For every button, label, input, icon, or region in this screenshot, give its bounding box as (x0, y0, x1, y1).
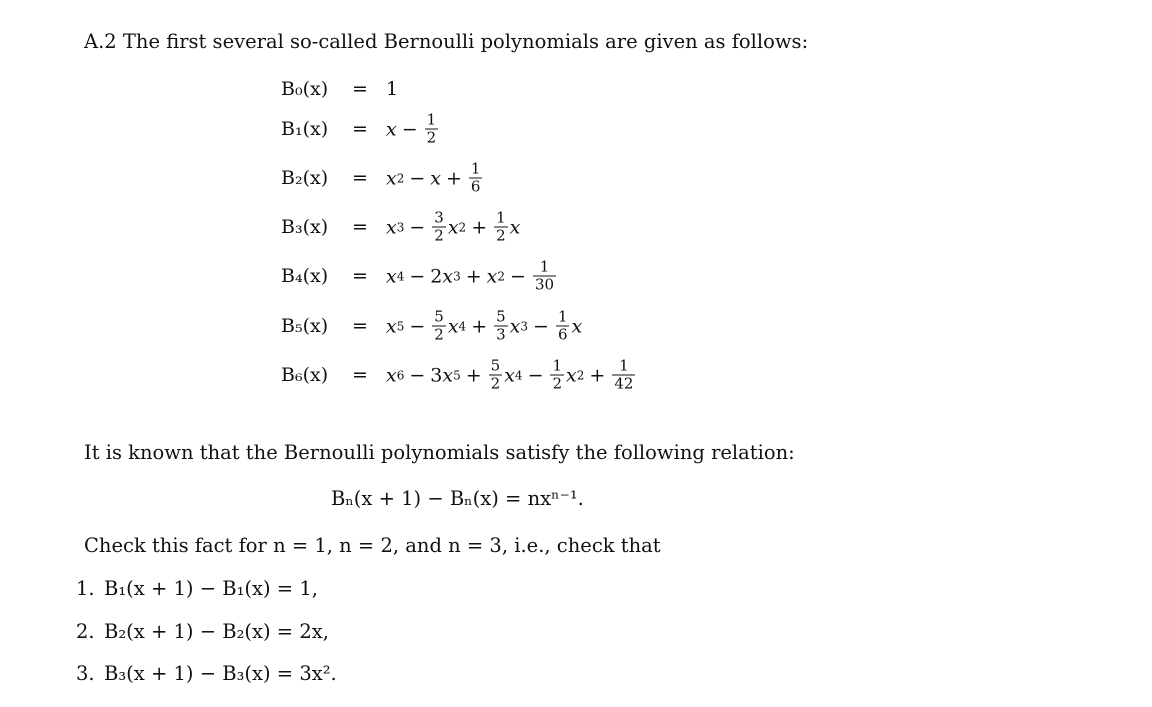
list-item-number: 3. (76, 662, 95, 685)
equation-lhs: B₂(x) (281, 167, 329, 189)
problem-heading: A.2 The first several so-called Bernoulli polynomials are given as follows: (84, 30, 809, 53)
equation-lhs: B₀(x) (281, 78, 329, 100)
equation-rhs: x 3 − $\frac{3}{2}$ x 2 + $\frac{1}{2}$ x (386, 208, 521, 245)
list-item: B₃(x + 1) − B₃(x) = 3x². (104, 662, 337, 685)
list-item-number: 1. (76, 577, 95, 600)
equation-rhs: x 6 − 3 x 5 + $\frac{5}{2}$ x 4 − $\frac{1}{2}$ x 2 + $\frac{1}{42}$ (386, 356, 634, 393)
relation-intro: It is known that the Bernoulli polynomials satisfy the following relation: (84, 441, 795, 464)
equation-rhs: x 4 − 2 x 3 + x 2 − $\frac{1}{30}$ (386, 257, 555, 294)
equals-sign: = (352, 118, 368, 140)
equation-rhs: x 5 − $\frac{5}{2}$ x 4 + $\frac{5}{3}$ x 3 − $\frac{1}{6}$ x (386, 307, 583, 344)
check-intro: Check this fact for n = 1, n = 2, and n = 3, i.e., check that (84, 534, 661, 557)
list-item: B₁(x + 1) − B₁(x) = 1, (104, 577, 318, 600)
equals-sign: = (352, 315, 368, 337)
equals-sign: = (352, 167, 368, 189)
equation-rhs: x − $\frac{1}{2}$ (386, 110, 437, 147)
equation-rhs: x 2 − x + $\frac{1}{6}$ (386, 159, 481, 196)
equals-sign: = (352, 78, 368, 100)
equation-lhs: B₅(x) (281, 315, 329, 337)
equals-sign: = (352, 364, 368, 386)
relation-formula: Bₙ(x + 1) − Bₙ(x) = nxⁿ⁻¹. (331, 487, 584, 510)
list-item-number: 2. (76, 620, 95, 643)
equation-rhs: 1 (386, 78, 399, 100)
equation-lhs: B₄(x) (281, 265, 329, 287)
equation-lhs: B₁(x) (281, 118, 329, 140)
equals-sign: = (352, 216, 368, 238)
list-item: B₂(x + 1) − B₂(x) = 2x, (104, 620, 329, 643)
equation-lhs: B₃(x) (281, 216, 329, 238)
equals-sign: = (352, 265, 368, 287)
equation-lhs: B₆(x) (281, 364, 329, 386)
